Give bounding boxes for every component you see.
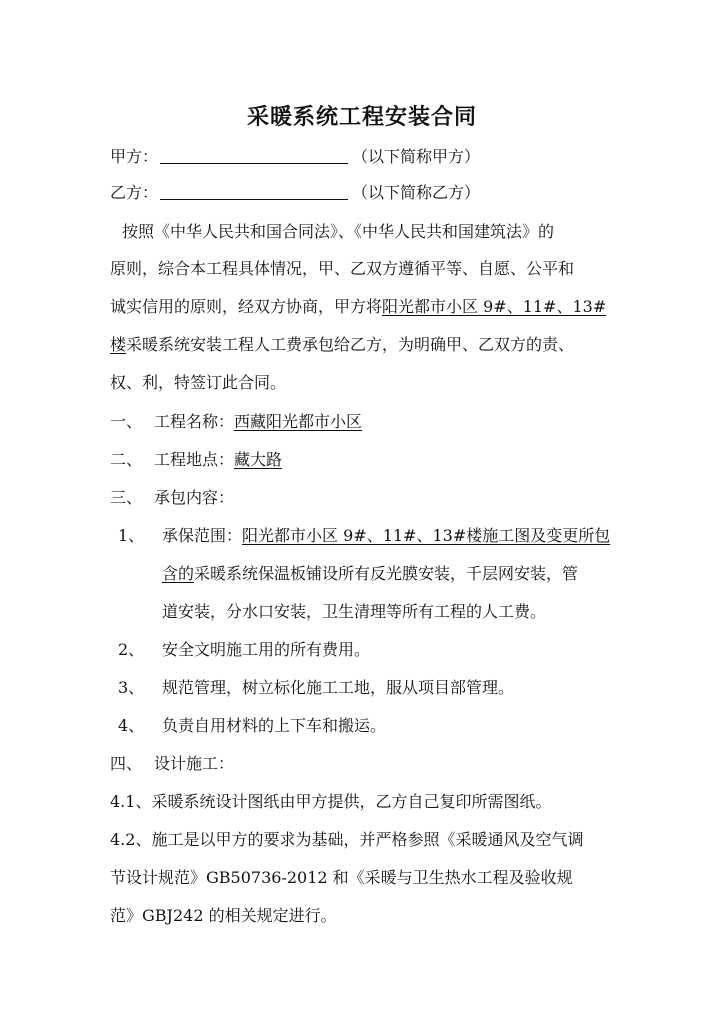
- preamble-line-4-text: 采暖系统安装工程人工费承包给乙方，为明确甲、乙双方的责、: [126, 335, 575, 354]
- item-1-line-3: 道安装，分水口安装，卫生清理等所有工程的人工费。: [162, 602, 547, 621]
- preamble-line-2: 原则，综合本工程具体情况，甲、乙双方遵循平等、自愿、公平和: [110, 259, 575, 278]
- item-1-scope-underlined: 阳光都市小区 9#、11#、13#楼施工图及变更所包: [242, 526, 611, 545]
- party-a-suffix: （以下简称甲方）: [352, 147, 481, 166]
- section-3-number: 三、: [110, 488, 143, 507]
- section-4-number: 四、: [110, 754, 143, 773]
- preamble-line-4: [110, 334, 574, 356]
- item-1-line-1: [118, 525, 610, 547]
- document-title: 采暖系统工程安装合同: [246, 105, 477, 130]
- clause-4-2-line-1: 4.2、施工是以甲方的要求为基础，并严格参照《采暖通风及空气调: [110, 830, 584, 849]
- project-location-value: 藏大路: [234, 450, 283, 469]
- item-2-number: 2、: [118, 640, 145, 659]
- party-b-blank: [160, 183, 348, 200]
- clause-4-2-line-2: 节设计规范》GB50736-2012 和《采暖与卫生热水工程及验收规: [110, 868, 573, 887]
- section-3: [110, 487, 234, 509]
- party-b-line: [110, 182, 480, 204]
- item-1-line-2-text: 采暖系统保温板铺设所有反光膜安装，千层网安装，管: [194, 564, 579, 583]
- item-1-line-2: [162, 563, 578, 585]
- item-3-text: 规范管理，树立标化施工工地，服从项目部管理。: [162, 678, 515, 697]
- party-b-suffix: （以下简称乙方）: [352, 183, 481, 202]
- preamble-line-1: 按照《中华人民共和国合同法》、《中华人民共和国建筑法》的: [122, 222, 555, 241]
- preamble-line-3: [110, 296, 606, 318]
- section-1-label: 工程名称：: [154, 412, 235, 431]
- preamble-line-5: 权、利，特签订此合同。: [110, 373, 287, 392]
- party-a-label: 甲方：: [110, 147, 159, 166]
- section-2: [110, 449, 282, 471]
- clause-4-1: 4.1、采暖系统设计图纸由甲方提供，乙方自己复印所需图纸。: [110, 792, 552, 811]
- section-1: [110, 411, 362, 433]
- item-4-text: 负责自用材料的上下车和搬运。: [162, 716, 387, 735]
- project-name-value: 西藏阳光都市小区: [234, 412, 363, 431]
- section-1-number: 一、: [110, 412, 143, 431]
- building-underlined: 楼: [110, 335, 127, 354]
- party-b-label: 乙方：: [110, 183, 159, 202]
- item-1-lead: 承保范围：: [162, 526, 243, 545]
- section-4: [110, 753, 234, 775]
- item-3: [118, 677, 514, 699]
- section-3-label: 承包内容：: [154, 488, 235, 507]
- section-4-label: 设计施工：: [154, 754, 235, 773]
- preamble-line-3-text: 诚实信用的原则，经双方协商，甲方将: [110, 297, 383, 316]
- section-2-number: 二、: [110, 450, 143, 469]
- section-2-label: 工程地点：: [154, 450, 235, 469]
- item-2-text: 安全文明施工用的所有费用。: [162, 640, 371, 659]
- party-a-line: [110, 146, 480, 168]
- item-1-scope-underlined-2: 含的: [162, 564, 195, 583]
- clause-4-2-line-3: 范》GBJ242 的相关规定进行。: [110, 906, 337, 925]
- item-2: [118, 639, 370, 661]
- item-3-number: 3、: [118, 678, 145, 697]
- item-4: [118, 715, 386, 737]
- item-4-number: 4、: [118, 716, 145, 735]
- project-name-underlined: 阳光都市小区 9#、11#、13#: [382, 297, 607, 316]
- item-1-number: 1、: [118, 526, 145, 545]
- party-a-blank: [160, 147, 348, 164]
